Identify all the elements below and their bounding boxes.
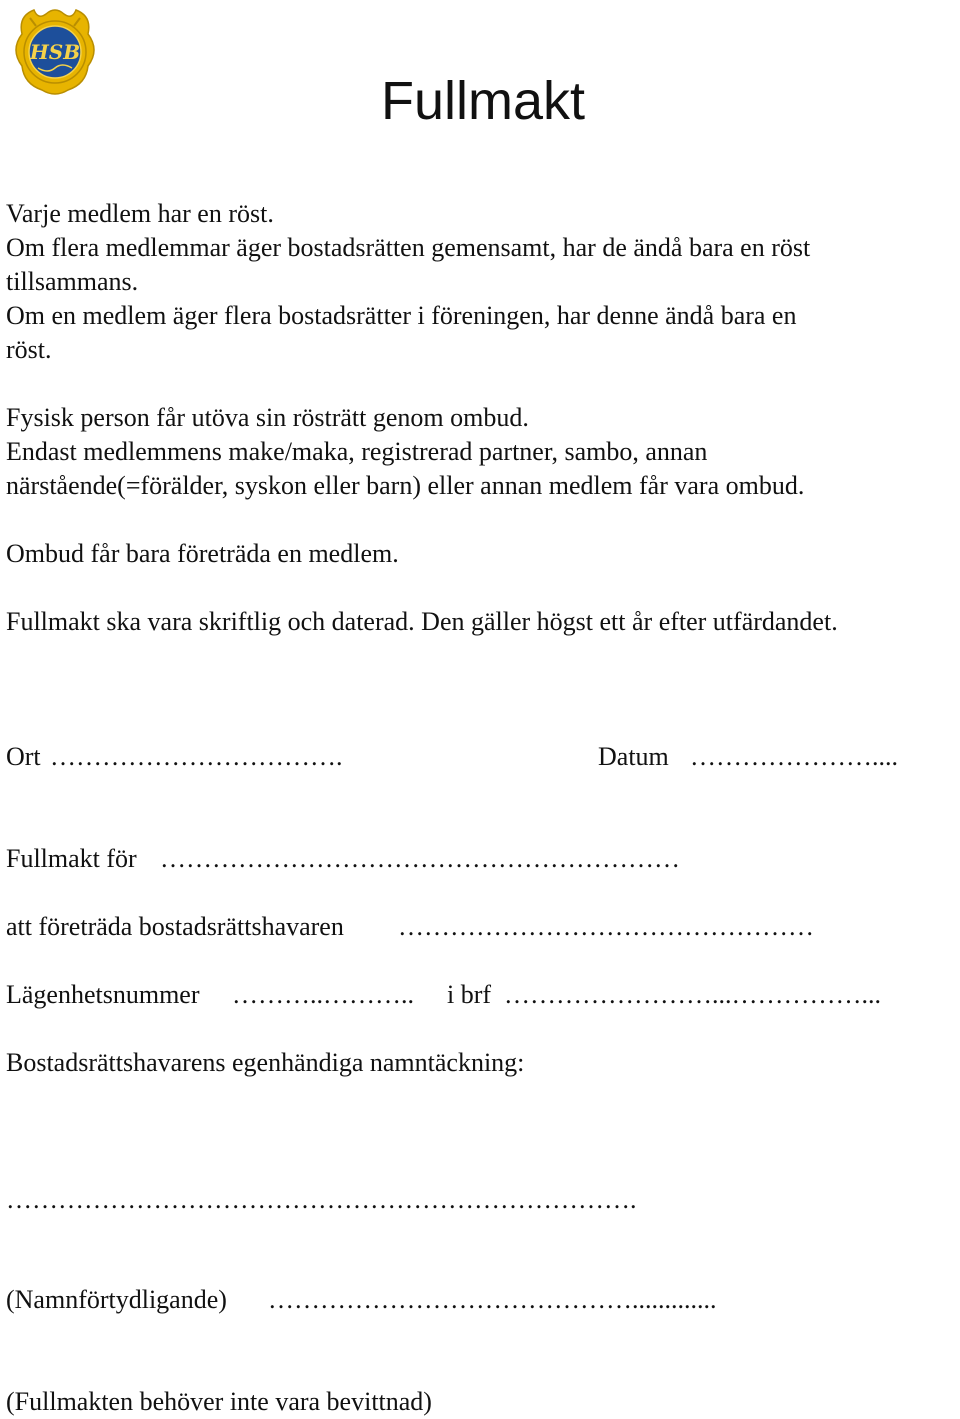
paragraph-proxy-right: Fysisk person får utöva sin rösträtt genom ombud. [6,403,529,432]
att-foretrada-field[interactable]: ………………………………………… [398,912,814,941]
att-foretrada-label: att företräda bostadsrättshavaren [6,912,344,941]
namnfortydligande-field[interactable]: ……………………………………............. [268,1285,717,1314]
paragraph-multiple-apartments-line1: Om en medlem äger flera bostadsrätter i föreningen, har denne ändå bara en [6,301,797,330]
paragraph-one-vote: Varje medlem har en röst. [6,199,274,228]
brf-label: i brf [447,980,492,1009]
signature-field[interactable]: ………………………………………………………………. [6,1185,637,1214]
paragraph-joint-owners-line2: tillsammans. [6,267,139,296]
paragraph-written-dated: Fullmakt ska vara skriftlig och daterad. Den gäller högst ett år efter utfärdandet. [6,607,838,636]
brf-field[interactable]: ……………………...……………... [504,980,881,1009]
namnfortydligande-label: (Namnförtydligande) [6,1285,227,1314]
fullmakt-for-label: Fullmakt för [6,844,137,873]
paragraph-eligible-proxy-line1: Endast medlemmens make/maka, registrerad partner, sambo, annan [6,437,708,466]
fullmakt-for-field[interactable]: …………………………………………………… [160,844,680,873]
logo-text: HSB [29,40,81,64]
lagenhetsnummer-label: Lägenhetsnummer [6,980,200,1009]
footer-note: (Fullmakten behöver inte vara bevittnad) [6,1387,432,1416]
namnteckning-label: Bostadsrättshavarens egenhändiga namntäckning: [6,1048,525,1077]
datum-label: Datum [598,742,669,771]
paragraph-multiple-apartments-line2: röst. [6,335,52,364]
ort-label: Ort [6,742,41,771]
datum-field[interactable]: ………………….... [690,742,898,771]
ort-field[interactable]: ……………………………. [50,742,343,771]
paragraph-one-member-only: Ombud får bara företräda en medlem. [6,539,399,568]
lagenhetsnummer-field[interactable]: ………..……….. [232,980,414,1009]
paragraph-joint-owners-line1: Om flera medlemmar äger bostadsrätten gemensamt, har de ändå bara en röst [6,233,811,262]
document-title: Fullmakt [380,71,586,131]
paragraph-eligible-proxy-line2: närstående(=förälder, syskon eller barn) eller annan medlem får vara ombud. [6,471,805,500]
